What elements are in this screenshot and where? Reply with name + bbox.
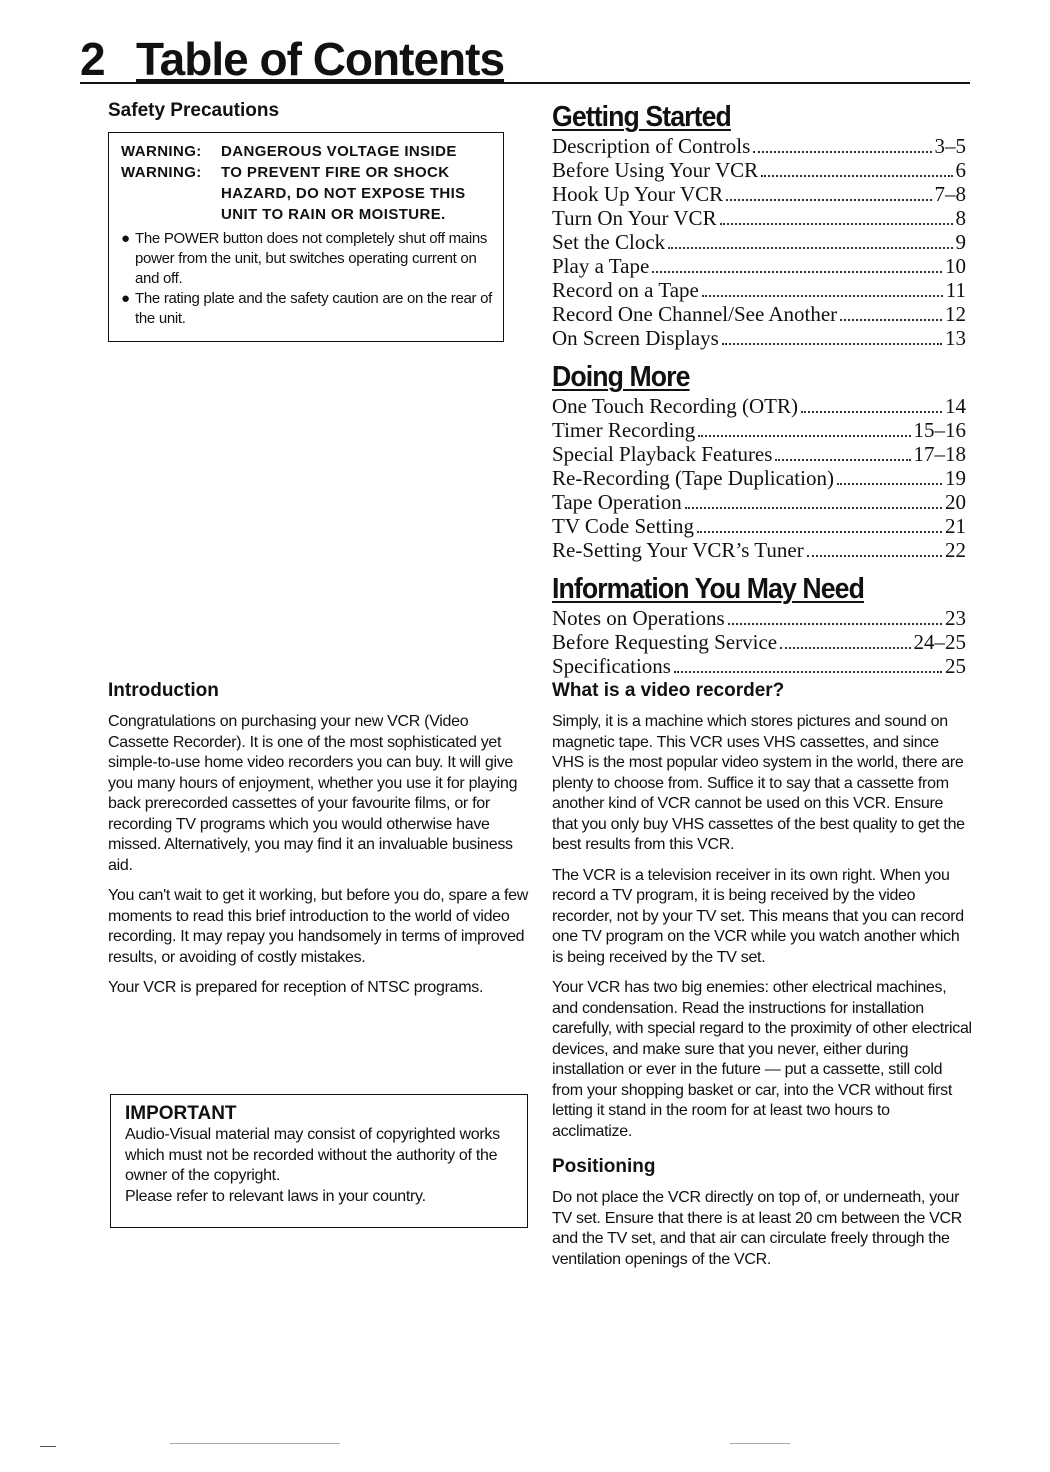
intro-paragraph: Congratulations on purchasing your new VCR (Video Cassette Recorder). It is one of the most sophisticated yet simple-to-use home video recorders you can buy. It will give you many hours of enjoyment, whether you use it for playing back prerecorded cassettes of your favourite films, or for recording TV programs which you would otherwise have missed. Alternatively, you may find it an invaluable business aid. bbox=[108, 713, 518, 874]
toc-entry-label: Description of Controls bbox=[552, 134, 751, 158]
page-number: 2 bbox=[80, 33, 105, 85]
toc-section-heading: Information You May Need bbox=[552, 573, 864, 605]
toc-leader-dots bbox=[652, 271, 942, 273]
toc-leader-dots bbox=[726, 199, 931, 201]
scan-artifact bbox=[170, 1443, 340, 1444]
toc-entry bbox=[552, 302, 966, 326]
important-box bbox=[110, 1094, 528, 1228]
toc-entry bbox=[552, 230, 966, 254]
toc-entry-page: 11 bbox=[945, 278, 966, 302]
video-recorder-paragraph: The VCR is a television receiver in its own right. When you record a TV program, it is being received by the video recorder, not by your TV set. This means that you can record one TV program on the VCR while you watch another which is being received by the TV set. bbox=[552, 866, 964, 966]
toc-entry-page: 14 bbox=[945, 394, 966, 418]
toc-entry bbox=[552, 490, 966, 514]
scan-artifact bbox=[730, 1443, 790, 1444]
bullet-dot-icon: ● bbox=[121, 230, 130, 247]
video-recorder-paragraph: Simply, it is a machine which stores pictures and sound on magnetic tape. This VCR uses VHS cassettes, and since VHS is the most popular video system in the world, there are plenty to choose from. Suffice it to say that a cassette from another kind of VCR cannot be used on this VCR. Ensure that you only buy VHS cassettes of the best quality to get the best results from this VCR. bbox=[552, 713, 965, 853]
toc-leader-dots bbox=[780, 647, 910, 649]
toc-section-heading: Getting Started bbox=[552, 101, 731, 133]
toc-entry bbox=[552, 134, 966, 158]
bullet-text: The POWER button does not completely shut off mains power from the unit, but switches operating current on and off. bbox=[135, 230, 488, 287]
toc-entry bbox=[552, 442, 966, 466]
toc-section bbox=[552, 100, 972, 686]
toc-entry bbox=[552, 326, 966, 350]
toc-entry-page: 20 bbox=[945, 490, 966, 514]
toc-entry bbox=[552, 630, 966, 654]
toc-entry-label: Before Using Your VCR bbox=[552, 158, 759, 182]
toc-entry-page: 23 bbox=[945, 606, 966, 630]
toc-entry-label: Special Playback Features bbox=[552, 442, 773, 466]
warning-label: WARNING: bbox=[121, 164, 202, 181]
toc-list bbox=[552, 394, 966, 562]
toc-leader-dots bbox=[702, 295, 943, 297]
toc-section-heading: Doing More bbox=[552, 361, 690, 393]
toc-entry-page: 17–18 bbox=[913, 442, 966, 466]
warning-text: DANGEROUS VOLTAGE INSIDE bbox=[221, 143, 457, 160]
warning-text: TO PREVENT FIRE OR SHOCK HAZARD, DO NOT EXPOSE THIS UNIT TO RAIN OR MOISTURE. bbox=[221, 164, 466, 223]
toc-entry-page: 9 bbox=[955, 230, 966, 254]
toc-leader-dots bbox=[685, 507, 942, 509]
toc-leader-dots bbox=[840, 319, 942, 321]
toc-leader-dots bbox=[775, 459, 910, 461]
toc-entry-page: 22 bbox=[945, 538, 966, 562]
introduction-section bbox=[108, 680, 528, 999]
toc-entry bbox=[552, 206, 966, 230]
toc-entry bbox=[552, 394, 966, 418]
scan-artifact bbox=[40, 1446, 56, 1447]
toc-leader-dots bbox=[801, 411, 942, 413]
toc-leader-dots bbox=[722, 343, 942, 345]
toc-list bbox=[552, 606, 966, 678]
warning-label: WARNING: bbox=[121, 143, 202, 160]
toc-entry bbox=[552, 182, 966, 206]
toc-entry-page: 8 bbox=[955, 206, 966, 230]
safety-bullet bbox=[121, 229, 493, 289]
toc-entry-label: Hook Up Your VCR bbox=[552, 182, 724, 206]
toc-leader-dots bbox=[697, 531, 942, 533]
toc-entry bbox=[552, 466, 966, 490]
toc-entry-label: Notes on Operations bbox=[552, 606, 725, 630]
toc-leader-dots bbox=[753, 151, 931, 153]
toc-entry-label: Play a Tape bbox=[552, 254, 650, 278]
toc-entry bbox=[552, 538, 966, 562]
toc-entry-page: 10 bbox=[945, 254, 966, 278]
page-title: Table of Contents bbox=[136, 33, 505, 85]
toc-entry-page: 19 bbox=[945, 466, 966, 490]
toc-leader-dots bbox=[668, 247, 952, 249]
toc-entry-label: Re-Setting Your VCR’s Tuner bbox=[552, 538, 804, 562]
toc-entry-label: Before Requesting Service bbox=[552, 630, 778, 654]
toc-entry-page: 25 bbox=[945, 654, 966, 678]
toc-entry-label: Record on a Tape bbox=[552, 278, 699, 302]
toc-entry-label: On Screen Displays bbox=[552, 326, 719, 350]
bullet-dot-icon: ● bbox=[121, 290, 130, 307]
toc-entry-page: 6 bbox=[955, 158, 966, 182]
toc-entry-label: Set the Clock bbox=[552, 230, 666, 254]
intro-paragraph: Your VCR is prepared for reception of NTSC programs. bbox=[108, 979, 484, 996]
toc-leader-dots bbox=[720, 223, 953, 225]
toc-list bbox=[552, 134, 966, 350]
positioning-paragraph: Do not place the VCR directly on top of, or underneath, your TV set. Ensure that there is at least 20 cm between the VCR and the TV set, and that air can circulate freely through the ventilation openings of the VCR. bbox=[552, 1189, 963, 1268]
warning-row bbox=[121, 162, 493, 225]
toc-entry bbox=[552, 514, 966, 538]
video-recorder-heading: What is a video recorder? bbox=[552, 680, 785, 701]
toc-entry-label: One Touch Recording (OTR) bbox=[552, 394, 799, 418]
important-text: Audio-Visual material may consist of copyrighted works which must not be recorded without the authority of the owner of the copyright. Please refer to relevant laws in your country. bbox=[125, 1126, 500, 1205]
toc-entry-label: Re-Recording (Tape Duplication) bbox=[552, 466, 834, 490]
toc-entry-page: 12 bbox=[945, 302, 966, 326]
toc-entry-page: 15–16 bbox=[913, 418, 966, 442]
toc-entry-page: 7–8 bbox=[934, 182, 966, 206]
toc-entry bbox=[552, 418, 966, 442]
toc-leader-dots bbox=[728, 623, 942, 625]
toc-leader-dots bbox=[674, 671, 942, 673]
video-recorder-section bbox=[552, 680, 972, 1270]
toc-entry bbox=[552, 254, 966, 278]
introduction-heading: Introduction bbox=[108, 680, 219, 701]
toc-leader-dots bbox=[837, 483, 942, 485]
toc-leader-dots bbox=[698, 435, 910, 437]
toc-entry bbox=[552, 278, 966, 302]
toc-leader-dots bbox=[807, 555, 942, 557]
toc-entry-label: Specifications bbox=[552, 654, 671, 678]
safety-bullet bbox=[121, 289, 493, 329]
safety-section bbox=[108, 100, 528, 342]
important-heading: IMPORTANT bbox=[125, 1103, 237, 1124]
toc-entry-page: 3–5 bbox=[934, 134, 966, 158]
toc-entry-label: Turn On Your VCR bbox=[552, 206, 717, 230]
page-header bbox=[80, 30, 970, 84]
toc-entry-page: 13 bbox=[945, 326, 966, 350]
toc-entry-label: Record One Channel/See Another bbox=[552, 302, 838, 326]
intro-paragraph: You can't wait to get it working, but before you do, spare a few moments to read this brief introduction to the world of video recording. It may repay you handsomely in terms of improved results, or avoiding of costly mistakes. bbox=[108, 887, 528, 966]
toc-entry-page: 24–25 bbox=[913, 630, 966, 654]
toc-entry-label: TV Code Setting bbox=[552, 514, 694, 538]
toc-entry bbox=[552, 654, 966, 678]
safety-bullets bbox=[121, 229, 493, 329]
positioning-heading: Positioning bbox=[552, 1156, 656, 1177]
toc-entry bbox=[552, 158, 966, 182]
toc-leader-dots bbox=[761, 175, 952, 177]
toc-entry-label: Tape Operation bbox=[552, 490, 682, 514]
toc-entry-label: Timer Recording bbox=[552, 418, 696, 442]
bullet-text: The rating plate and the safety caution are on the rear of the unit. bbox=[135, 290, 493, 327]
safety-heading: Safety Precautions bbox=[108, 100, 280, 121]
toc-entry bbox=[552, 606, 966, 630]
video-recorder-paragraph: Your VCR has two big enemies: other electrical machines, and condensation. Read the instructions for installation carefully, with special regard to the proximity of other electrical devices, and make sure that you never, either during installation or ever in the future — put a cassette, still cold from your shopping basket or car, into the VCR without first letting it stand in the room for at least two hours to acclimatize. bbox=[552, 979, 972, 1140]
warning-row bbox=[121, 141, 493, 162]
toc-entry-page: 21 bbox=[945, 514, 966, 538]
warning-box bbox=[108, 132, 504, 342]
